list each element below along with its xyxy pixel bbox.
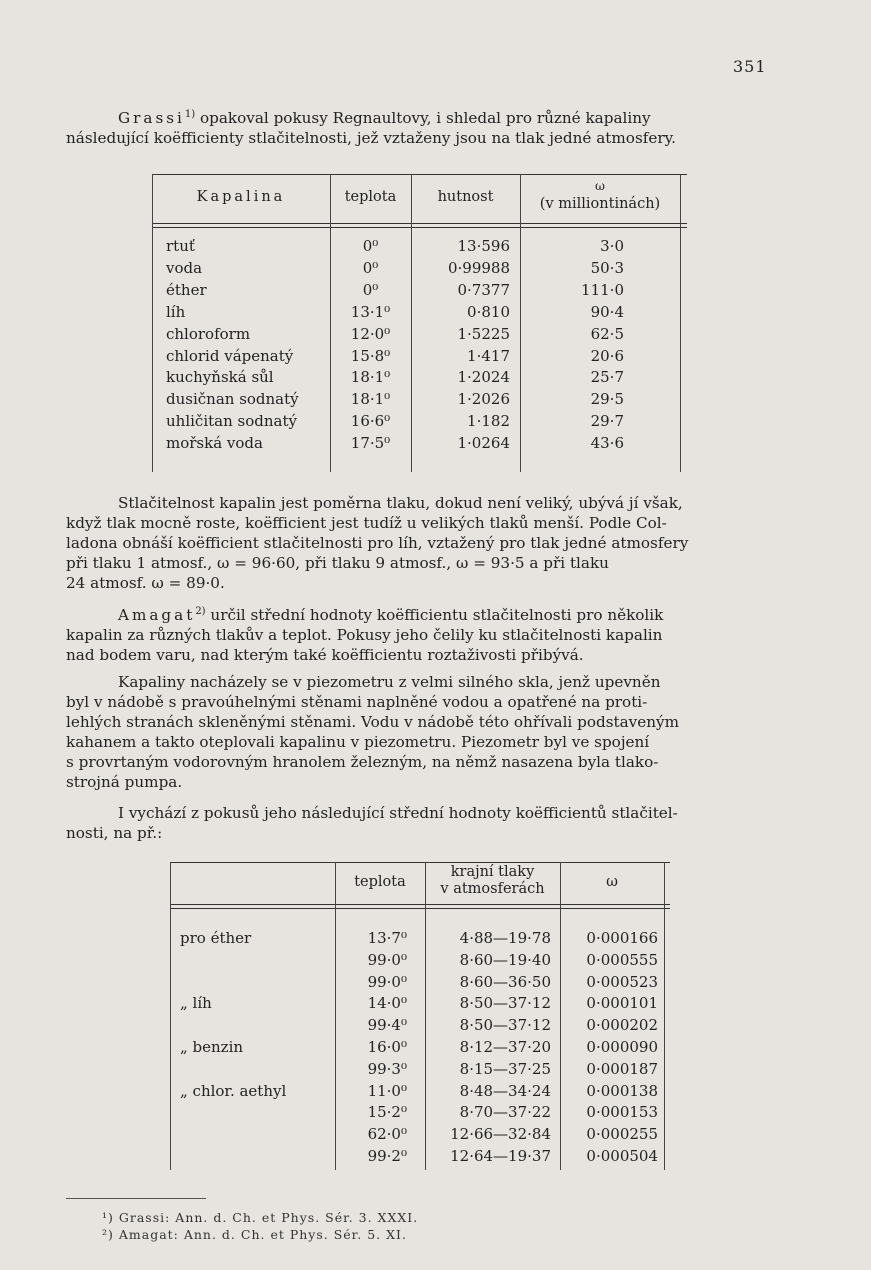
table1-cell-omega: 29·5 [590,390,624,409]
header-omega-2: ω [606,874,618,890]
table1-cell-temp: 18·1⁰ [350,390,391,409]
table1-cell-name: dusičnan sodnatý [166,390,299,409]
table1-cell-omega: 50·3 [590,258,624,277]
table1-cell-density: 1·2026 [457,390,510,409]
table2-cell-label: „ benzin [180,1038,244,1056]
para3-line-2: kapalin za různých tlakův a teplot. Pokusy jeho čelily ku stlačitelnosti kapalin [66,626,663,644]
footnote-2: ²) Amagat: Ann. d. Ch. et Phys. Sér. 5. XI. [102,1227,407,1242]
table1-cell-temp: 18·1⁰ [350,368,391,387]
table1-cell-name: voda [166,258,203,277]
table1-cell-density: 1·417 [467,346,510,365]
header-omega: ω [595,179,605,193]
para2-line-5: 24 atmosf. ω = 89·0. [66,574,225,592]
table1-cell-omega: 29·7 [590,412,624,431]
intro-line-1: opakoval pokusy Regnaultovy, i shledal pro různé kapaliny [200,109,651,127]
table2-cell-temp: 15·2⁰ [367,1103,407,1122]
table2-cell-pressure: 8·70—37·22 [459,1103,551,1122]
table2-cell-temp: 99·0⁰ [367,950,407,969]
header-teplota-2: teplota [354,874,406,890]
table2-cell-pressure: 8·50—37·12 [459,994,551,1013]
footnote-1: ¹) Grassi: Ann. d. Ch. et Phys. Sér. 3. XXXI. [102,1210,419,1225]
intro-line-2: následující koëfficienty stlačitelnosti, jež vztaženy jsou na tlak jedné atmosfery. [66,129,676,147]
para4-line-6: strojná pumpa. [66,773,183,791]
table1-cell-temp: 13·1⁰ [350,302,391,321]
table1-cell-density: 1·5225 [457,324,510,343]
table1-cell-temp: 16·6⁰ [350,412,391,431]
table1-cell-omega: 111·0 [581,280,624,299]
table2-cell-temp: 14·0⁰ [367,994,407,1013]
table2-cell-omega: 0·000153 [586,1103,658,1122]
table1-cell-density: 0·810 [467,302,510,321]
table2-cell-temp: 11·0⁰ [367,1081,407,1100]
table2-cell-pressure: 8·50—37·12 [459,1016,551,1035]
header-kapalina: Kapalina [196,189,286,205]
para2-line-1: Stlačitelnost kapalin jest poměrna tlaku, dokud není veliký, ubývá jí však, [118,494,683,512]
table2-cell-omega: 0·000090 [586,1038,658,1056]
table2-cell-temp: 99·3⁰ [367,1059,407,1078]
table2-cell-omega: 0·000255 [586,1125,658,1144]
table2-cell-omega: 0·000138 [586,1081,658,1100]
para5-line-1: I vychází z pokusů jeho následující střední hodnoty koëfficientů stlačitel- [118,804,678,822]
table1-cell-temp: 17·5⁰ [350,434,391,453]
header-pressure-2: v atmosferách [440,881,545,897]
para2-line-2: když tlak mocně roste, koëfficient jest tudíž u velikých tlaků menší. Podle Col- [66,514,667,532]
table1-cell-name: uhličitan sodnatý [166,412,297,431]
table1-cell-omega: 20·6 [590,346,624,365]
table1-cell-omega: 43·6 [590,434,624,453]
para3-line-1: určil střední hodnoty koëfficientu stlačitelnosti pro několik [210,606,664,624]
compressibility-table [152,174,687,474]
amagat-table [170,862,670,1172]
header-omega-unit: (v milliontinách) [539,196,661,212]
footnote-rule [66,1198,206,1199]
table2-cell-label: „ líh [180,994,212,1013]
table1-cell-temp: 15·8⁰ [350,346,391,365]
paragraph-compressibility [66,493,768,593]
header-teplota: teplota [344,189,397,205]
table2-cell-pressure: 12·64—19·37 [450,1147,551,1165]
footnote-mark-2: 2) [195,605,206,617]
table2-cell-label: pro éther [180,929,252,947]
para4-line-2: byl v nádobě s pravoúhelnými stěnami naplněné vodou a opatřené na proti- [66,693,648,711]
table2-cell-omega: 0·000504 [586,1147,658,1165]
author-amagat: Amagat [118,606,196,624]
table2-cell-pressure: 4·88—19·78 [459,929,551,947]
para3-line-3: nad bodem varu, nad kterým také koëfficientu roztaživosti přibývá. [66,646,584,664]
para5-line-2: nosti, na př.: [66,824,163,842]
table2-cell-pressure: 12·66—32·84 [450,1125,551,1144]
para4-line-4: kahanem a takto oteplovali kapalinu v piezometru. Piezometr byl ve spojení [66,733,650,751]
table1-cell-density: 1·2024 [457,368,510,387]
table2-cell-temp: 62·0⁰ [367,1125,407,1144]
table1-cell-name: líh [166,302,186,321]
table1-cell-density: 1·182 [467,412,510,431]
table1-cell-temp: 0⁰ [362,258,379,277]
author-grassi: Grassi [118,109,185,127]
table1-cell-name: chlorid vápenatý [166,346,294,365]
table1-cell-density: 0·7377 [457,280,510,299]
table2-cell-temp: 16·0⁰ [367,1038,407,1056]
para4-line-3: lehlých stranách skleněnými stěnami. Vodu v nádobě této ohřívali podstaveným [66,713,679,731]
para2-line-3: ladona obnáší koëfficient stlačitelnosti pro líh, vztažený pro tlak jedné atmosfery [66,534,689,552]
para4-line-1: Kapaliny nacházely se v piezometru z velmi silného skla, jenž upevněn [118,673,661,691]
table1-cell-name: kuchyňská sůl [166,368,274,387]
table2-cell-omega: 0·000523 [586,972,658,991]
table2-cell-omega: 0·000101 [586,994,658,1013]
header-hutnost: hutnost [437,189,494,205]
header-pressure-1: krajní tlaky [450,864,535,880]
table1-cell-temp: 12·0⁰ [350,324,391,343]
table2-cell-pressure: 8·48—34·24 [459,1081,551,1100]
table2-cell-omega: 0·000166 [586,929,658,947]
table1-cell-name: éther [166,280,207,299]
table2-cell-pressure: 8·15—37·25 [459,1059,551,1078]
page-number: 351 [733,57,767,76]
table2-cell-omega: 0·000202 [586,1016,658,1035]
table1-cell-density: 13·596 [457,237,510,255]
table1-cell-temp: 0⁰ [362,237,379,255]
para4-line-5: s provrtaným vodorovným hranolem železným, na němž nasazena byla tlako- [66,753,659,771]
table2-cell-pressure: 8·60—19·40 [459,950,551,969]
table2-cell-temp: 99·0⁰ [367,972,407,991]
paragraph-amagat [66,605,768,665]
table1-cell-name: mořská voda [166,434,263,453]
paragraph-piezometer [66,672,768,792]
paragraph-results [66,803,768,843]
table2-cell-temp: 13·7⁰ [367,929,407,947]
table1-cell-omega: 62·5 [590,324,624,343]
table2-cell-label: „ chlor. aethyl [180,1081,287,1100]
table2-cell-pressure: 8·12—37·20 [459,1038,551,1056]
table2-cell-temp: 99·2⁰ [367,1147,407,1165]
table2-cell-omega: 0·000555 [586,950,658,969]
para2-line-4: při tlaku 1 atmosf., ω = 96·60, při tlaku 9 atmosf., ω = 93·5 a při tlaku [66,554,609,572]
intro-paragraph [66,108,768,148]
table2-cell-omega: 0·000187 [586,1059,658,1078]
table1-cell-temp: 0⁰ [362,280,379,299]
table1-cell-density: 0·99988 [447,258,510,277]
table2-cell-temp: 99·4⁰ [367,1016,407,1035]
table1-cell-omega: 25·7 [590,368,624,387]
table1-cell-name: rtuť [166,237,195,255]
table2-cell-pressure: 8·60—36·50 [459,972,551,991]
table1-cell-density: 1·0264 [457,434,510,453]
table1-cell-name: chloroform [166,324,251,343]
table1-cell-omega: 3·0 [600,237,624,255]
table1-cell-omega: 90·4 [590,302,624,321]
footnote-mark-1: 1) [184,108,196,120]
